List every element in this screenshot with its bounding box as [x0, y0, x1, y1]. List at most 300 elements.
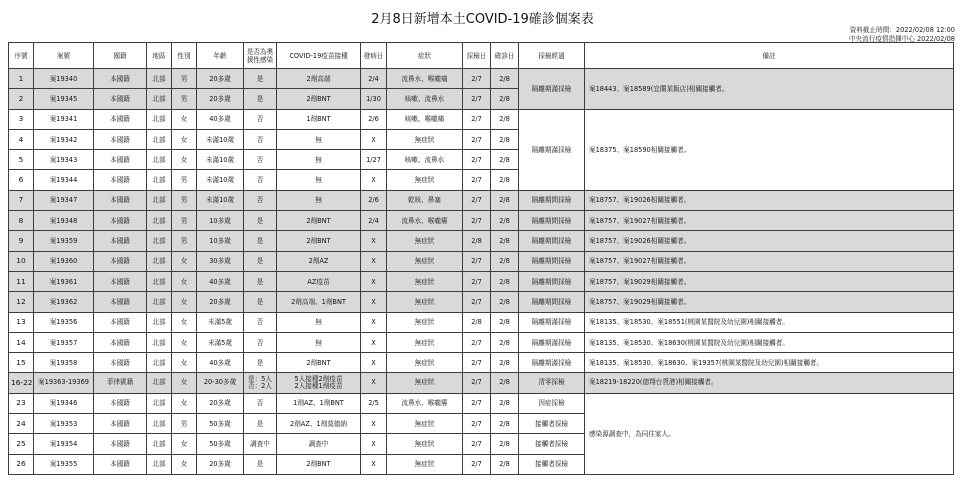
test-date: 2/7	[463, 129, 491, 149]
confirm-date: 2/8	[491, 393, 519, 413]
nationality: 本國籍	[94, 353, 147, 373]
breakthrough: 調查中	[244, 434, 277, 454]
nationality: 本國籍	[94, 231, 147, 251]
confirm-date: 2/8	[491, 129, 519, 149]
case-id: 案19354	[34, 434, 94, 454]
region: 北部	[147, 109, 172, 129]
case-id: 案19344	[34, 170, 94, 190]
breakthrough: 是	[244, 414, 277, 434]
nationality: 本國籍	[94, 170, 147, 190]
vaccination: 1劑AZ、1劑BNT	[277, 393, 361, 413]
age: 50多歲	[197, 414, 244, 434]
confirm-date: 2/8	[491, 211, 519, 231]
test-date: 2/7	[463, 69, 491, 89]
test-method: 接觸者採檢	[519, 414, 585, 434]
data-timestamp	[849, 26, 955, 43]
region: 北部	[147, 414, 172, 434]
breakthrough: 是	[244, 231, 277, 251]
nationality: 本國籍	[94, 271, 147, 291]
symptoms: 無症狀	[387, 454, 463, 474]
age: 50多歲	[197, 434, 244, 454]
age: 20-30多歲	[197, 373, 244, 393]
test-method: 隔離期間採檢	[519, 231, 585, 251]
symptoms: 無症狀	[387, 434, 463, 454]
data-cutoff-time: 資料截止時間：2022/02/08 12:00	[849, 26, 955, 34]
header-row	[9, 43, 954, 69]
test-method: 隔離期滿採檢	[519, 332, 585, 352]
header-cell: 採檢日	[463, 43, 491, 69]
case-id: 案19348	[34, 211, 94, 231]
onset-date: X	[361, 292, 387, 312]
vaccination: 無	[277, 129, 361, 149]
sex: 男	[172, 69, 197, 89]
remark: 案18135、案18530、案18630、案19357(桃園某醫院及幼兒園)相關接觸者。	[585, 353, 954, 373]
remark: 案18135、案18530、案18551(桃園某醫院及幼兒園)相關接觸者。	[585, 312, 954, 332]
breakthrough: 否	[244, 190, 277, 210]
confirm-date: 2/8	[491, 353, 519, 373]
region: 北部	[147, 353, 172, 373]
confirm-date: 2/8	[491, 454, 519, 474]
remark: 案18757、案19027相關接觸者。	[585, 211, 954, 231]
case-id: 案19341	[34, 109, 94, 129]
test-date: 2/7	[463, 434, 491, 454]
onset-date: X	[361, 251, 387, 271]
remark: 案18375、案18590相關接觸者。	[585, 109, 954, 190]
region: 北部	[147, 393, 172, 413]
table-row	[9, 69, 954, 89]
header-cell: 備註	[585, 43, 954, 69]
table-row	[9, 231, 954, 251]
age: 20多歲	[197, 89, 244, 109]
test-date: 2/7	[463, 393, 491, 413]
symptoms: 乾咳、鼻塞	[387, 190, 463, 210]
sex: 女	[172, 353, 197, 373]
onset-date: X	[361, 454, 387, 474]
age: 40多歲	[197, 353, 244, 373]
test-date: 2/7	[463, 170, 491, 190]
symptoms: 無症狀	[387, 312, 463, 332]
nationality: 菲律賓籍	[94, 373, 147, 393]
remark: 案18219-18220(德翔台貨港)相關接觸者。	[585, 373, 954, 393]
confirm-date: 2/8	[491, 434, 519, 454]
data-source: 中央流行疫情指揮中心 2022/02/08	[848, 34, 955, 43]
breakthrough: 否	[244, 312, 277, 332]
onset-date: 1/30	[361, 89, 387, 109]
nationality: 本國籍	[94, 292, 147, 312]
confirm-date: 2/8	[491, 190, 519, 210]
confirm-date: 2/8	[491, 292, 519, 312]
case-id: 案19358	[34, 353, 94, 373]
breakthrough-no-count: 否：2人	[248, 382, 272, 391]
region: 北部	[147, 129, 172, 149]
breakthrough: 否	[244, 129, 277, 149]
onset-date: X	[361, 170, 387, 190]
region: 北部	[147, 211, 172, 231]
onset-date: 1/27	[361, 150, 387, 170]
test-method: 隔離期滿採檢	[519, 109, 585, 190]
table-row	[9, 353, 954, 373]
confirm-date: 2/8	[491, 231, 519, 251]
onset-date: 2/4	[361, 211, 387, 231]
test-method: 接觸者採檢	[519, 434, 585, 454]
row-index: 3	[9, 109, 34, 129]
age: 40多歲	[197, 109, 244, 129]
test-date: 2/7	[463, 454, 491, 474]
breakthrough: 是	[244, 292, 277, 312]
row-index: 4	[9, 129, 34, 149]
onset-date: X	[361, 373, 387, 393]
table-row	[9, 393, 954, 413]
breakthrough: 否	[244, 170, 277, 190]
vaccination: 無	[277, 312, 361, 332]
sex: 女	[172, 332, 197, 352]
table-row	[9, 109, 954, 129]
vaccination: 2劑BNT	[277, 89, 361, 109]
confirm-date: 2/8	[491, 271, 519, 291]
sex: 女	[172, 454, 197, 474]
onset-date: X	[361, 414, 387, 434]
breakthrough: 是	[244, 454, 277, 474]
onset-date: 2/4	[361, 69, 387, 89]
confirm-date: 2/8	[491, 89, 519, 109]
test-date: 2/7	[463, 89, 491, 109]
row-index: 1	[9, 69, 34, 89]
remark: 案18135、案18530、案18630(桃園某醫院及幼兒園)相關接觸者。	[585, 332, 954, 352]
table-row	[9, 190, 954, 210]
confirm-date: 2/8	[491, 109, 519, 129]
sex: 女	[172, 292, 197, 312]
sex: 男	[172, 211, 197, 231]
region: 北部	[147, 150, 172, 170]
case-id: 案19346	[34, 393, 94, 413]
confirm-date: 2/8	[491, 414, 519, 434]
case-id: 案19361	[34, 271, 94, 291]
case-id: 案19340	[34, 69, 94, 89]
symptoms: 無症狀	[387, 332, 463, 352]
header-cell: 確診日	[491, 43, 519, 69]
header-cell: 序號	[9, 43, 34, 69]
table-row	[9, 251, 954, 271]
age: 10多歲	[197, 211, 244, 231]
row-index: 11	[9, 271, 34, 291]
breakthrough: 否	[244, 109, 277, 129]
test-date: 2/7	[463, 271, 491, 291]
symptoms: 無症狀	[387, 414, 463, 434]
header-cell: 國籍	[94, 43, 147, 69]
age: 未滿10歲	[197, 190, 244, 210]
vaccination: 2劑高端、1劑BNT	[277, 292, 361, 312]
header-cell: 性別	[172, 43, 197, 69]
header-cell: 年齡	[197, 43, 244, 69]
onset-date: X	[361, 332, 387, 352]
vaccination: 2劑BNT	[277, 454, 361, 474]
symptoms: 咳嗽、流鼻水	[387, 150, 463, 170]
test-date: 2/7	[463, 190, 491, 210]
vaccination: 無	[277, 170, 361, 190]
vaccination: AZ疫苗	[277, 271, 361, 291]
case-id: 案19342	[34, 129, 94, 149]
row-index: 10	[9, 251, 34, 271]
case-id: 案19343	[34, 150, 94, 170]
row-index: 13	[9, 312, 34, 332]
region: 北部	[147, 190, 172, 210]
sex: 女	[172, 312, 197, 332]
test-date: 2/7	[463, 332, 491, 352]
symptoms: 無症狀	[387, 353, 463, 373]
header-cell: 地區	[147, 43, 172, 69]
vaccination: 1劑BNT	[277, 109, 361, 129]
nationality: 本國籍	[94, 414, 147, 434]
symptoms: 咳嗽、流鼻水	[387, 89, 463, 109]
nationality: 本國籍	[94, 251, 147, 271]
test-date: 2/8	[463, 312, 491, 332]
vaccination: 2劑BNT	[277, 211, 361, 231]
test-method: 清零採檢	[519, 373, 585, 393]
header-cell: 採檢經過	[519, 43, 585, 69]
header-cell: 是否為奧援性感染	[244, 43, 277, 69]
region: 北部	[147, 69, 172, 89]
symptoms: 流鼻水、喉嚨痛	[387, 69, 463, 89]
region: 北部	[147, 231, 172, 251]
sex: 女	[172, 434, 197, 454]
table-row	[9, 292, 954, 312]
onset-date: X	[361, 129, 387, 149]
sex: 男	[172, 190, 197, 210]
sex: 男	[172, 89, 197, 109]
confirm-date: 2/8	[491, 332, 519, 352]
region: 北部	[147, 170, 172, 190]
onset-date: X	[361, 271, 387, 291]
test-date: 2/7	[463, 211, 491, 231]
case-id: 案19345	[34, 89, 94, 109]
row-index: 5	[9, 150, 34, 170]
case-id: 案19356	[34, 312, 94, 332]
confirm-date: 2/8	[491, 373, 519, 393]
nationality: 本國籍	[94, 150, 147, 170]
region: 北部	[147, 454, 172, 474]
header-cell: 發病日	[361, 43, 387, 69]
confirm-date: 2/8	[491, 150, 519, 170]
test-date: 2/8	[463, 231, 491, 251]
symptoms: 無症狀	[387, 231, 463, 251]
vaccination: 調查中	[277, 434, 361, 454]
breakthrough-yes-count: 是：5人	[248, 374, 272, 383]
row-index: 12	[9, 292, 34, 312]
nationality: 本國籍	[94, 312, 147, 332]
nationality: 本國籍	[94, 211, 147, 231]
onset-date: 2/6	[361, 190, 387, 210]
onset-date: 2/6	[361, 109, 387, 129]
row-index: 2	[9, 89, 34, 109]
page-title: 2月8日新增本土COVID-19確診個案表	[371, 12, 594, 27]
confirm-date: 2/8	[491, 312, 519, 332]
region: 北部	[147, 292, 172, 312]
case-id: 案19359	[34, 231, 94, 251]
row-index: 15	[9, 353, 34, 373]
remark: 案18757、案19029相關接觸者。	[585, 292, 954, 312]
row-index: 26	[9, 454, 34, 474]
region: 北部	[147, 271, 172, 291]
case-id: 案19362	[34, 292, 94, 312]
breakthrough: 是	[244, 271, 277, 291]
case-id: 案19347	[34, 190, 94, 210]
table-row	[9, 332, 954, 352]
breakthrough: 是	[244, 69, 277, 89]
row-index: 8	[9, 211, 34, 231]
case-id: 案19355	[34, 454, 94, 474]
test-method: 隔離期間採檢	[519, 211, 585, 231]
test-method: 隔離期間採檢	[519, 190, 585, 210]
test-method: 隔離期間採檢	[519, 292, 585, 312]
remark: 案18443、案18589(宜蘭某飯店)相關接觸者。	[585, 69, 954, 110]
breakthrough: 是	[244, 89, 277, 109]
breakthrough: 否	[244, 150, 277, 170]
nationality: 本國籍	[94, 89, 147, 109]
age: 20多歲	[197, 393, 244, 413]
sex: 男	[172, 170, 197, 190]
symptoms: 無症狀	[387, 373, 463, 393]
symptoms: 無症狀	[387, 170, 463, 190]
sex: 女	[172, 393, 197, 413]
remark: 案18757、案19029相關接觸者。	[585, 271, 954, 291]
symptoms: 無症狀	[387, 292, 463, 312]
test-method: 接觸者採檢	[519, 454, 585, 474]
age: 10多歲	[197, 231, 244, 251]
sex: 女	[172, 150, 197, 170]
vaccination-line-2: 2人接種1劑疫苗	[294, 382, 343, 391]
symptoms: 無症狀	[387, 271, 463, 291]
age: 20多歲	[197, 69, 244, 89]
test-method: 隔離期間採檢	[519, 251, 585, 271]
region: 北部	[147, 434, 172, 454]
nationality: 本國籍	[94, 190, 147, 210]
vaccination: 無	[277, 150, 361, 170]
vaccination: 2劑AZ	[277, 251, 361, 271]
onset-date: X	[361, 231, 387, 251]
vaccination: 無	[277, 190, 361, 210]
breakthrough: 是	[244, 353, 277, 373]
onset-date: X	[361, 434, 387, 454]
nationality: 本國籍	[94, 454, 147, 474]
region: 北部	[147, 373, 172, 393]
age: 未滿10歲	[197, 170, 244, 190]
age: 40多歲	[197, 271, 244, 291]
nationality: 本國籍	[94, 332, 147, 352]
sex: 男	[172, 414, 197, 434]
test-date: 2/7	[463, 353, 491, 373]
row-index: 23	[9, 393, 34, 413]
case-id: 案19363-19369	[34, 373, 94, 393]
symptoms: 無症狀	[387, 251, 463, 271]
remark: 感染源調查中，為同住家人。	[585, 393, 954, 474]
confirm-date: 2/8	[491, 170, 519, 190]
test-method: 因症採檢	[519, 393, 585, 413]
breakthrough: 是	[244, 211, 277, 231]
case-id: 案19360	[34, 251, 94, 271]
test-method: 隔離期間採檢	[519, 271, 585, 291]
vaccination: 2劑高端	[277, 69, 361, 89]
age: 未滿5歲	[197, 332, 244, 352]
row-index: 9	[9, 231, 34, 251]
breakthrough: 是	[244, 251, 277, 271]
sex: 女	[172, 129, 197, 149]
vaccination: 2劑BNT	[277, 353, 361, 373]
nationality: 本國籍	[94, 129, 147, 149]
test-method: 隔離期滿採檢	[519, 69, 585, 110]
header-cell: 案號	[34, 43, 94, 69]
breakthrough: 否	[244, 332, 277, 352]
sex: 女	[172, 373, 197, 393]
sex: 女	[172, 109, 197, 129]
header-cell: COVID-19疫苗接種	[277, 43, 361, 69]
sex: 男	[172, 231, 197, 251]
onset-date: X	[361, 312, 387, 332]
vaccination-line-1: 5人接種2劑疫苗	[294, 374, 343, 383]
symptoms: 流鼻水、喉嚨癢	[387, 211, 463, 231]
test-date: 2/7	[463, 292, 491, 312]
nationality: 本國籍	[94, 434, 147, 454]
symptoms: 流鼻水、喉嚨癢	[387, 393, 463, 413]
row-index: 14	[9, 332, 34, 352]
nationality: 本國籍	[94, 69, 147, 89]
nationality: 本國籍	[94, 109, 147, 129]
test-date: 2/7	[463, 109, 491, 129]
region: 北部	[147, 89, 172, 109]
vaccination	[277, 373, 361, 393]
test-date: 2/7	[463, 251, 491, 271]
confirm-date: 2/8	[491, 69, 519, 89]
age: 20多歲	[197, 454, 244, 474]
test-method: 隔離期滿採檢	[519, 353, 585, 373]
onset-date: 2/5	[361, 393, 387, 413]
row-index: 6	[9, 170, 34, 190]
confirm-date: 2/8	[491, 251, 519, 271]
remark: 案18757、案19026相關接觸者。	[585, 231, 954, 251]
age: 20多歲	[197, 292, 244, 312]
table-row	[9, 373, 954, 393]
test-date: 2/7	[463, 414, 491, 434]
case-id: 案19357	[34, 332, 94, 352]
age: 未滿5歲	[197, 312, 244, 332]
row-index: 25	[9, 434, 34, 454]
row-index: 24	[9, 414, 34, 434]
vaccination: 2劑AZ、1劑莫德納	[277, 414, 361, 434]
table-row	[9, 312, 954, 332]
remark: 案18757、案19026相關接觸者。	[585, 190, 954, 210]
case-id: 案19353	[34, 414, 94, 434]
table-row	[9, 271, 954, 291]
nationality: 本國籍	[94, 393, 147, 413]
region: 北部	[147, 251, 172, 271]
age: 30多歲	[197, 251, 244, 271]
region: 北部	[147, 332, 172, 352]
onset-date: X	[361, 353, 387, 373]
test-method: 隔離期滿採檢	[519, 312, 585, 332]
table-row	[9, 211, 954, 231]
row-index: 16-22	[9, 373, 34, 393]
remark: 案18757、案19027相關接觸者。	[585, 251, 954, 271]
test-date: 2/7	[463, 373, 491, 393]
breakthrough	[244, 373, 277, 393]
row-index: 7	[9, 190, 34, 210]
age: 未滿10歲	[197, 150, 244, 170]
breakthrough: 否	[244, 393, 277, 413]
case-table	[8, 42, 954, 475]
symptoms: 無症狀	[387, 129, 463, 149]
vaccination: 2劑BNT	[277, 231, 361, 251]
region: 北部	[147, 312, 172, 332]
vaccination: 無	[277, 332, 361, 352]
